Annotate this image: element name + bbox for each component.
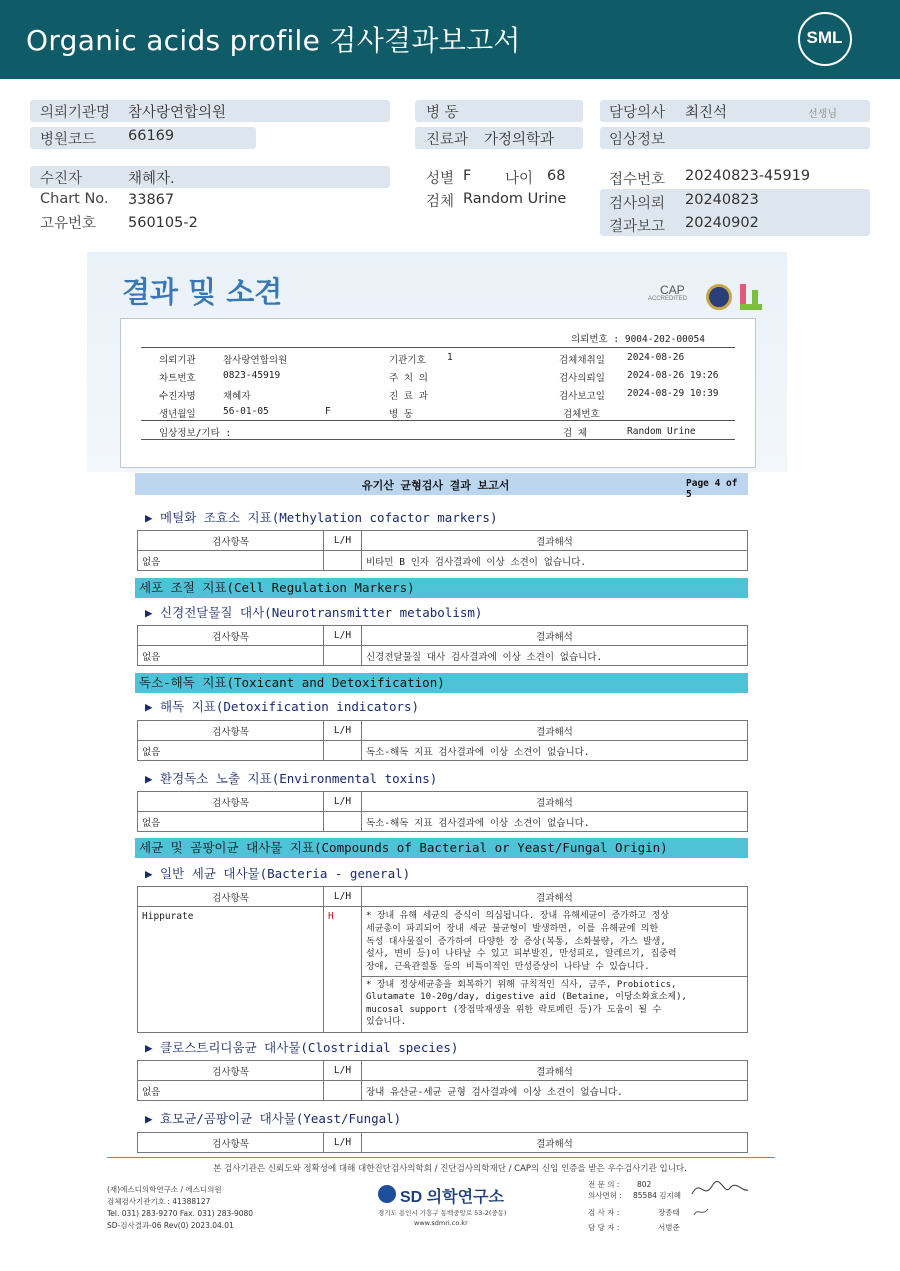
col-lh: L/H [324, 1133, 362, 1153]
ib-inst-label: 의뢰기관 [159, 355, 196, 366]
ib-dept-label: 진 료 과 [389, 391, 428, 402]
col-interp: 결과해석 [362, 531, 748, 551]
col-item: 검사항목 [138, 792, 324, 812]
sd-address: 경기도 용인시 기흥구 동백중앙로 53-2(중동) [378, 1209, 507, 1217]
col-interp: 결과해석 [362, 792, 748, 812]
col-interp: 결과해석 [362, 626, 748, 646]
yeast-table [137, 1132, 748, 1153]
sign-r4-label: 담 당 자 : [588, 1223, 620, 1232]
ib-name: 채혜자 [223, 391, 251, 402]
report-title: 유기산 균형검사 결과 보고서 [362, 479, 510, 492]
receipt-no-label: 접수번호 [609, 172, 666, 188]
interp-line: 세균총이 파괴되어 장내 세균 불균형이 발생하면, 이를 유해균에 의한 [366, 923, 659, 934]
sign-r4: 서범준 [658, 1223, 680, 1232]
footer-note: 본 검사기관은 신뢰도와 정확성에 대해 대한진단검사의학회 / 진단검사의학재단 / CAP의 신임 인증을 받은 우수검사기관 입니다. [213, 1164, 687, 1174]
signature-image-small [692, 1205, 712, 1219]
table-cell-interp: 비타민 B 인자 검사결과에 이상 소견이 없습니다. [362, 551, 748, 571]
table-cell-lh: H [324, 907, 362, 1033]
doctor-value: 최진석 [685, 105, 728, 121]
report-label: 결과보고 [609, 219, 666, 235]
li-logo [740, 284, 762, 310]
table-cell-item: 없음 [138, 646, 324, 666]
ib-request-label: 검사의뢰일 [559, 373, 605, 384]
recipient-row [30, 166, 390, 188]
col-lh: L/H [324, 1061, 362, 1081]
sign-r1: 802 [637, 1180, 652, 1189]
interp-line: 있습니다. [366, 1017, 407, 1028]
ib-birth-label: 생년월일 [159, 409, 196, 420]
result-heading: 결과 및 소견 [122, 275, 283, 309]
ib-collect: 2024-08-26 [627, 352, 685, 363]
doctor-suffix: 선생님 [808, 109, 837, 120]
table-cell-interp: 독소-해독 지표 검사결과에 이상 소견이 없습니다. [362, 812, 748, 832]
page-indicator: Page 4 of 5 [686, 478, 738, 500]
bacteria-table [137, 886, 748, 1033]
table-cell-item: 없음 [138, 551, 324, 571]
table-cell-item: Hippurate [138, 907, 324, 1033]
footer-line: Tel. 031) 283-9270 Fax. 031) 283-9080 [107, 1209, 254, 1218]
sign-r2: 85584 김지혜 [633, 1191, 681, 1200]
ib-chart: 0823-45919 [223, 370, 281, 381]
col-interp: 결과해석 [362, 1061, 748, 1081]
cap-logo-sub: ACCREDITED [648, 296, 688, 302]
sign-r2-label: 의사면허 : [588, 1191, 622, 1200]
interp-line: Glutamate 10-20g/day, digestive aid (Betaine, 이당소화효소제), [366, 992, 687, 1003]
col-item: 검사항목 [138, 531, 324, 551]
table-cell-interp-2 [362, 976, 748, 1032]
request-no: 의뢰번호 : 9004-202-00054 [571, 334, 705, 345]
sex-value: F [463, 168, 472, 184]
col-interp: 결과해석 [362, 721, 748, 741]
neuro-table [137, 625, 748, 666]
col-interp: 결과해석 [362, 1133, 748, 1153]
col-item: 검사항목 [138, 1061, 324, 1081]
footer-line: SD-검사결과-06 Rev(0) 2023.04.01 [107, 1221, 234, 1230]
table-cell-interp: 장내 유산균-세균 균형 검사결과에 이상 소견이 없습니다. [362, 1081, 748, 1101]
methylation-heading: ▶ 메틸화 조효소 지표(Methylation cofactor markers) [145, 510, 498, 525]
request-value: 20240823 [685, 192, 759, 208]
signature-image [690, 1176, 750, 1202]
ib-clinical-label: 임상정보/기타 : [159, 428, 232, 439]
specimen-label: 검체 [426, 194, 455, 210]
yeast-heading: ▶ 효모균/곰팡이균 대사물(Yeast/Fungal) [145, 1111, 402, 1126]
table-cell-interp-1 [362, 907, 748, 977]
chart-no-value: 33867 [128, 192, 175, 208]
table-cell-item: 없음 [138, 812, 324, 832]
interp-line: * 장내 정상세균총을 회복하기 위해 규칙적인 식사, 금주, Probiotics, [366, 979, 677, 990]
ib-specimen: Random Urine [627, 426, 696, 437]
ib-code-label: 기관기호 [389, 355, 426, 366]
age-value: 68 [547, 168, 566, 184]
col-lh: L/H [324, 531, 362, 551]
col-lh: L/H [324, 626, 362, 646]
ib-sex: F [325, 406, 331, 417]
ib-inst: 참사랑연합의원 [223, 355, 288, 366]
clostridia-heading: ▶ 클로스트리디움균 대사물(Clostridial species) [145, 1040, 459, 1055]
detox-heading: ▶ 해독 지표(Detoxification indicators) [145, 699, 420, 714]
methylation-table [137, 530, 748, 571]
table-cell-interp: 신경전달물질 대사 검사결과에 이상 소견이 없습니다. [362, 646, 748, 666]
seal-logo [706, 284, 732, 310]
interp-line: 독성 대사물질이 증가하여 다양한 장 증상(복통, 소화불량, 가스 발생, [366, 936, 666, 947]
sml-logo [798, 12, 852, 66]
neuro-heading: ▶ 신경전달물질 대사(Neurotransmitter metabolism) [145, 605, 483, 620]
hospital-code-label: 병원코드 [40, 132, 97, 148]
sign-r1-label: 전 문 의 : [588, 1180, 620, 1189]
ib-request: 2024-08-26 19:26 [627, 370, 719, 381]
header-bar [0, 0, 900, 79]
clostridia-table [137, 1060, 748, 1101]
table-cell-item: 없음 [138, 741, 324, 761]
ib-report-label: 검사보고일 [559, 391, 605, 402]
ib-specimen-no-label: 검체번호 [563, 409, 600, 420]
sd-web: www.sdmri.co.kr [414, 1219, 468, 1227]
unique-no-label: 고유번호 [40, 216, 97, 232]
ward-label: 병 동 [426, 105, 459, 121]
specimen-value: Random Urine [463, 191, 567, 207]
bacterial-band: 세균 및 곰팡이균 대사물 지표(Compounds of Bacterial or Yeast/Fungal Origin) [135, 838, 748, 858]
interp-line: 설사, 변비 등)이 나타날 수 있고 피부발진, 만성피로, 알레르기, 집중력 [366, 949, 677, 960]
footer-line: 검체검사기관기호 : 41388127 [107, 1197, 211, 1206]
footer-left [107, 1184, 253, 1232]
interp-line: mucosal support (장점막재생을 위한 락토페린 등)가 도움이 될 수 [366, 1004, 662, 1015]
institution-value: 참사랑연합의원 [128, 105, 227, 121]
table-cell-interp: 독소-해독 지표 검사결과에 이상 소견이 없습니다. [362, 741, 748, 761]
logo-text: SML [806, 28, 843, 47]
ib-doctor-label: 주 치 의 [389, 373, 428, 384]
doctor-label: 담당의사 [609, 105, 666, 121]
col-item: 검사항목 [138, 1133, 324, 1153]
clinical-label: 임상정보 [609, 132, 666, 148]
institution-label: 의뢰기관명 [40, 105, 111, 121]
recipient-label: 수진자 [40, 171, 83, 187]
col-lh: L/H [324, 792, 362, 812]
ib-chart-label: 차트번호 [159, 373, 196, 384]
interp-line: * 장내 유해 세균의 증식이 의심됩니다. 장내 유해세균이 증가하고 정상 [366, 911, 670, 921]
ib-code: 1 [447, 352, 453, 363]
page-title: Organic acids profile 검사결과보고서 [26, 24, 521, 57]
ib-ward-label: 병 동 [389, 409, 414, 420]
env-table [137, 791, 748, 832]
hospital-code-value: 66169 [128, 128, 175, 144]
report-value: 20240902 [685, 215, 759, 231]
sign-r3: 장종태 [658, 1208, 680, 1217]
ib-specimen-label: 검 체 [563, 428, 588, 439]
request-info-box [120, 318, 756, 468]
cap-logo-text: CAP [660, 283, 685, 297]
bacteria-heading: ▶ 일반 세균 대사물(Bacteria - general) [145, 866, 411, 881]
sex-label: 성별 [426, 171, 455, 187]
footer-divider [107, 1157, 775, 1158]
toxicant-band: 독소-해독 지표(Toxicant and Detoxification) [135, 673, 748, 693]
table-cell-item: 없음 [138, 1081, 324, 1101]
receipt-no-value: 20240823-45919 [685, 168, 811, 184]
col-lh: L/H [324, 887, 362, 907]
ib-birth: 56-01-05 [223, 406, 269, 417]
col-item: 검사항목 [138, 887, 324, 907]
ib-name-label: 수진자명 [159, 391, 196, 402]
col-lh: L/H [324, 721, 362, 741]
sd-brand: SD 의학연구소 [400, 1189, 504, 1206]
cell-regulation-band: 세포 조절 지표(Cell Regulation Markers) [135, 578, 748, 598]
col-item: 검사항목 [138, 721, 324, 741]
sign-r3-label: 검 사 자 : [588, 1208, 620, 1217]
age-label: 나이 [505, 171, 534, 187]
ib-report: 2024-08-29 10:39 [627, 388, 719, 399]
recipient-value: 채혜자. [128, 171, 175, 187]
detox-table [137, 720, 748, 761]
footer-line: (재)에스디의학연구소 / 에스디의원 [107, 1185, 222, 1194]
request-label: 검사의뢰 [609, 196, 666, 212]
col-item: 검사항목 [138, 626, 324, 646]
report-title-band [135, 473, 748, 500]
sd-logo [378, 1185, 396, 1203]
env-heading: ▶ 환경독소 노출 지표(Environmental toxins) [145, 771, 438, 786]
dept-value: 가정의학과 [484, 132, 555, 148]
chart-no-label: Chart No. [40, 191, 109, 207]
unique-no-value: 560105-2 [128, 215, 198, 231]
interp-line: 장애, 근육관절통 등의 비특이적인 만성증상이 나타날 수 있습니다. [366, 962, 650, 973]
col-interp: 결과해석 [362, 887, 748, 907]
dept-label: 진료과 [426, 132, 469, 148]
ib-collect-label: 검체채취일 [559, 355, 605, 366]
